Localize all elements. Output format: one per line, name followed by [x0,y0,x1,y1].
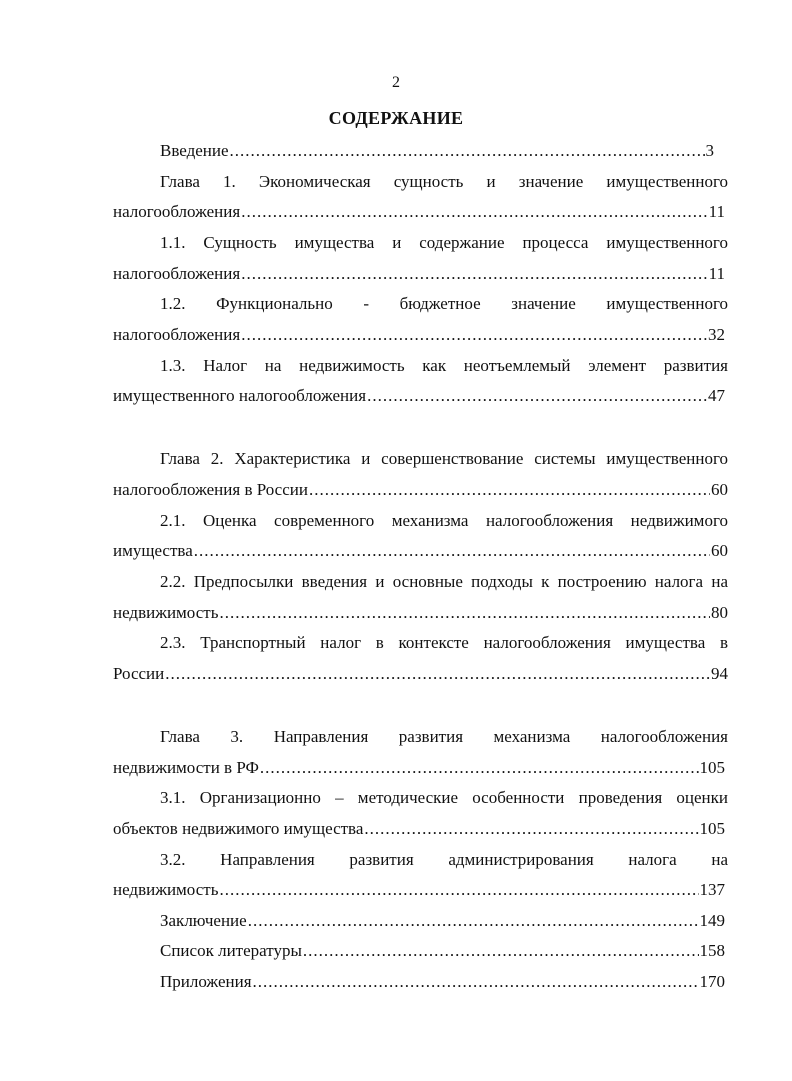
toc-entry-label: Заключение [160,911,247,930]
toc-entry-label: налогообложения [113,202,241,221]
toc-section-1-2-title: 1.2. Функционально - бюджетное значение имущественного [160,294,728,313]
page-number: 2 [392,74,400,91]
toc-chapter-3-title: Глава 3. Направления развития механизма налогообложения [160,727,728,746]
toc-entry-label: недвижимость [113,880,219,899]
dot-leader [367,385,707,407]
toc-entry-label: налогообложения в России [113,480,308,499]
toc-section-3-2-title: 3.2. Направления развития администрирования налога на [160,850,728,869]
dot-leader [260,757,699,779]
toc-page-number: 60 [711,541,728,560]
toc-page-number: 80 [711,603,728,622]
toc-page-number: 60 [711,480,728,499]
toc-entry-label: налогообложения [113,325,241,344]
toc-chapter-1-title: Глава 1. Экономическая сущность и значение имущественного [160,172,728,191]
toc-entry-label: Введение [160,141,229,160]
toc-section-2-2-title: 2.2. Предпосылки введения и основные подходы к построению налога на [160,572,728,591]
dot-leader [303,940,699,962]
toc-entry-section-3-2 [113,879,725,901]
dot-leader [165,663,710,685]
toc-entry-intro [160,140,714,162]
dot-leader [219,602,710,624]
toc-entry-label: налогообложения [113,264,241,283]
dot-leader [241,201,707,223]
toc-entry-label: России [113,664,165,683]
dot-leader [248,910,699,932]
dot-leader [230,140,705,162]
toc-entry-references [160,940,725,962]
toc-section-2-3-title: 2.3. Транспортный налог в контексте налогообложения имущества в [160,633,728,652]
toc-entry-section-1-1 [113,263,725,285]
toc-entry-chapter-3 [113,757,725,779]
toc-entry-label: Список литературы [160,941,302,960]
toc-page-number: 94 [711,664,728,683]
toc-entry-label: объектов недвижимого имущества [113,819,364,838]
toc-page-number: 105 [699,819,725,838]
dot-leader [194,540,710,562]
toc-page-number: 11 [708,202,725,221]
toc-entry-label: имущественного налогообложения [113,386,367,405]
toc-page-number: 32 [708,325,725,344]
dot-leader [309,479,710,501]
dot-leader [241,263,707,285]
toc-entry-label: недвижимость [113,603,219,622]
dot-leader [253,971,699,993]
toc-page-number: 105 [699,758,725,777]
toc-entry-chapter-2 [113,479,728,501]
toc-page-number: 47 [708,386,725,405]
toc-page-number: 149 [699,911,725,930]
toc-entry-label: Приложения [160,972,252,991]
toc-entry-chapter-1 [113,201,725,223]
toc-page-number: 170 [699,972,725,991]
dot-leader [219,879,698,901]
toc-entry-section-1-2 [113,324,725,346]
toc-section-2-1-title: 2.1. Оценка современного механизма налогообложения недвижимого [160,511,728,530]
dot-leader [364,818,698,840]
toc-section-1-1-title: 1.1. Сущность имущества и содержание процесса имущественного [160,233,728,252]
toc-page-number: 11 [708,264,725,283]
toc-entry-section-2-2 [113,602,728,624]
toc-section-3-1-title: 3.1. Организационно – методические особенности проведения оценки [160,788,728,807]
toc-section-1-3-title: 1.3. Налог на недвижимость как неотъемлемый элемент развития [160,356,728,375]
toc-page-number: 3 [705,141,714,160]
toc-chapter-2-title: Глава 2. Характеристика и совершенствование системы имущественного [160,449,728,468]
page-title: СОДЕРЖАНИЕ [328,108,464,128]
toc-entry-label: недвижимости в РФ [113,758,259,777]
toc-entry-section-2-3 [113,663,728,685]
toc-entry-label: имущества [113,541,193,560]
dot-leader [241,324,707,346]
toc-entry-appendix [160,971,725,993]
toc-page-number: 137 [699,880,725,899]
toc-entry-conclusion [160,910,725,932]
toc-page-number: 158 [699,941,725,960]
toc-entry-section-1-3 [113,385,725,407]
toc-entry-section-2-1 [113,540,728,562]
toc-entry-section-3-1 [113,818,725,840]
